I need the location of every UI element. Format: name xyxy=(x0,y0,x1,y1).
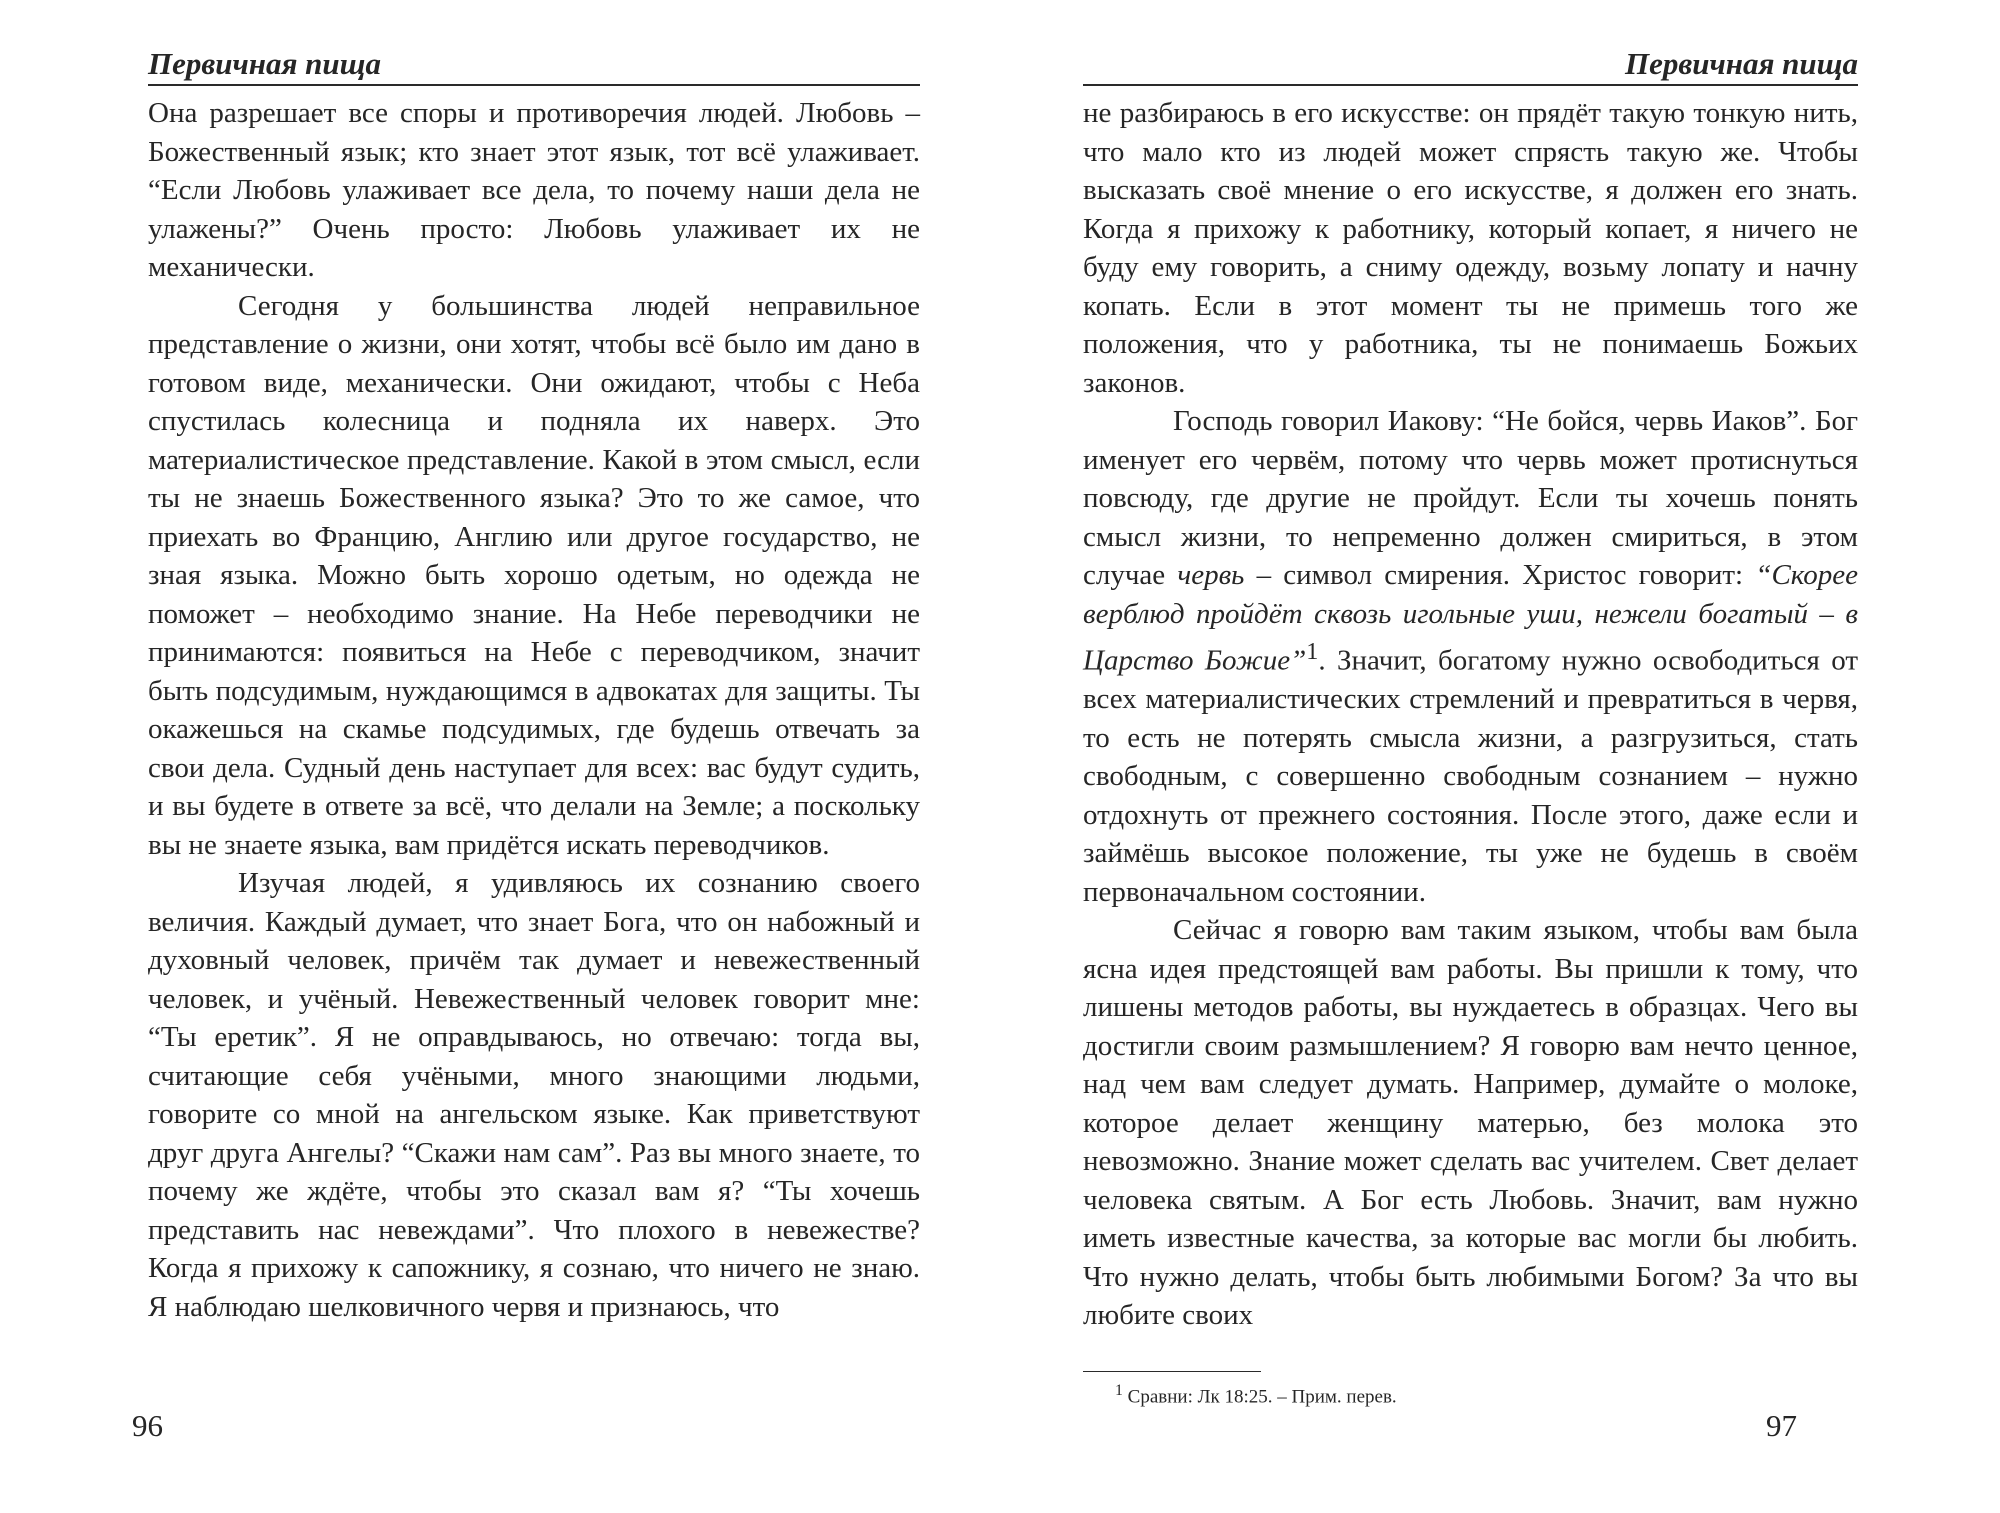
footnote-marker: 1 xyxy=(1115,1382,1123,1399)
body-text xyxy=(1083,94,1858,1335)
footnote-reference[interactable]: 1 xyxy=(1306,638,1319,665)
paragraph-text: . Значит, богатому нужно освободиться от всех материалистических стремлений и превратиться в червя, то есть не потерять смысла жизни, а разгрузиться, стать свободным, с совершенно свободным сознанием – нужно отдохнуть от прежнего состояния. После этого, даже если и займёшь высокое положение, ты уже не будешь в своём первоначальном состоянии. xyxy=(1083,644,1859,908)
paragraph-text: Господь говорил Иакову: “Не бойся, червь Иаков”. Бог именует его червём, потому что червь может протиснуться повсюду, где другие не пройдут. Если ты хочешь понять смысл жизни, то непременно должен смириться, в этом случае xyxy=(1083,405,1858,591)
bible-quote: “Скорее верблюд пройдёт сквозь игольные уши, нежели богатый – в Царство Божие” xyxy=(1083,559,1858,677)
paragraph: Изучая людей, я удивляюсь их сознанию своего величия. Каждый думает, что знает Бога, что он набожный и духовный человек, причём так думает и невежественный человек, и учёный. Невежественный человек говорит мне: “Ты еретик”. Я не оправдываюсь, но отвечаю: тогда вы, считающие себя учёными, много знающими людьми, говорите со мной на ангельском языке. Как приветствуют друг друга Ангелы? “Скажи нам сам”. Раз вы много знаете, то почему же ждёте, чтобы это сказал вам я? “Ты хочешь представить нас невеждами”. Что плохого в невежестве? Когда я прихожу к сапожнику, я сознаю, что ничего не знаю. Я наблюдаю шелковичного червя и признаюсь, что xyxy=(148,867,920,1323)
paragraph: Она разрешает все споры и противоречия людей. Любовь – Божественный язык; кто знает этот язык, тот всё улаживает. “Если Любовь улаживает все дела, то почему наши дела не улажены?” Очень просто: Любовь улаживает их не механически. xyxy=(148,97,920,283)
paragraph: Сейчас я говорю вам таким языком, чтобы вам была ясна идея предстоящей вам работы. Вы пришли к тому, что лишены методов работы, вы нуждаетесь в образцах. Чего вы достигли своим размышлением? Я говорю вам нечто ценное, над чем вам следует думать. Например, думайте о молоке, которое делает женщину матерью, без молока это невозможно. Знание может сделать вас учителем. Свет делает человека святым. А Бог есть Любовь. Значит, вам нужно иметь известные качества, за которые вас могли бы любить. Что нужно делать, чтобы быть любимыми Богом? За что вы любите своих xyxy=(1083,914,1858,1332)
paragraph xyxy=(1083,402,1858,911)
emphasis-word: червь xyxy=(1177,559,1245,591)
right-page xyxy=(1000,0,2000,1513)
page-number: 97 xyxy=(1766,1408,1797,1443)
footnote-text: Сравни: Лк 18:25. – Прим. перев. xyxy=(1122,1386,1397,1408)
running-head: Первичная пища xyxy=(1083,44,1858,86)
paragraph: не разбираюсь в его искусстве: он прядёт такую тонкую нить, что мало кто из людей может спрясть такую же. Чтобы высказать своё мнение о его искусстве, я должен его знать. Когда я прихожу к работнику, который копает, я ничего не буду ему говорить, а сниму одежду, возьму лопату и начну копать. Если в этот момент ты не примешь того же положения, что у работника, ты не понимаешь Божьих законов. xyxy=(1083,97,1858,399)
footnote xyxy=(1115,1378,1815,1410)
running-head: Первичная пища xyxy=(148,44,920,86)
body-text xyxy=(148,94,920,1326)
page-number: 96 xyxy=(132,1408,163,1443)
footnote-divider xyxy=(1083,1371,1261,1372)
paragraph: Сегодня у большинства людей неправильное представление о жизни, они хотят, чтобы всё было им дано в готовом виде, механически. Они ожидают, чтобы с Неба спустилась колесница и подняла их наверх. Это материалистическое представление. Какой в этом смысл, если ты не знаешь Божественного языка? Это то же самое, что приехать во Францию, Англию или другое государство, не зная языка. Можно быть хорошо одетым, но одежда не поможет – необходимо знание. На Небе переводчики не принимаются: появиться на Небе с переводчиком, значит быть подсудимым, нуждающимся в адвокатах для защиты. Ты окажешься на скамье подсудимых, где будешь отвечать за свои дела. Судный день наступает для всех: вас будут судить, и вы будете в ответе за всё, что делали на Земле; а поскольку вы не знаете языка, вам придётся искать переводчиков. xyxy=(148,289,920,861)
paragraph-text: – символ смирения. Христос говорит: xyxy=(1244,559,1756,591)
